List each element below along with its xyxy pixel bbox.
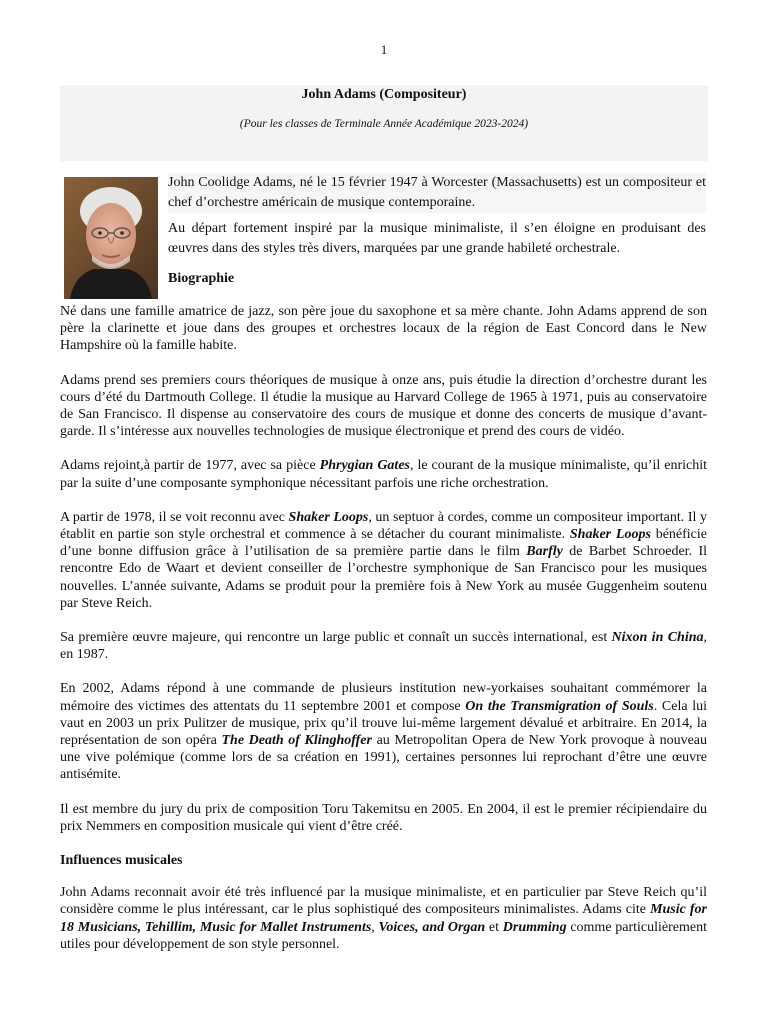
text-run: et	[485, 919, 503, 935]
body-paragraph	[60, 457, 707, 491]
body-paragraph	[60, 629, 707, 663]
text-run: au Metropolitan Opera de New York provoque à nouveau une vive polémique (comme lors de sa création en 1991), certaines personnes lui reprochant d’être une œuvre antisémite.	[60, 733, 707, 783]
body-paragraph: Adams prend ses premiers cours théoriques de musique à onze ans, puis étudie la direction d’orchestre durant les cours d’été du Dartmouth College. Il étudie la musique au Harvard College de 1965 à 1971, puis au conservatoire de San Francisco. Il dispense au conservatoire des cours de musique et donne des concerts de musique d’avant-garde. Il s’intéresse aux nouvelles technologies de musique électronique et prend des cours de vidéo.	[60, 372, 707, 440]
body-paragraph	[60, 509, 707, 612]
text-run: , un septuor à cordes, comme un compositeur important. Il y établit en partie son style orchestral et commence à se détacher du courant minimaliste.	[60, 509, 707, 543]
work-title: Drumming	[502, 919, 567, 935]
text-run: Adams rejoint,à partir de 1977, avec sa pièce	[60, 458, 320, 474]
composer-portrait-photo	[64, 177, 158, 299]
text-run: comme particulièrement utiles pour développement de son style personnel.	[60, 919, 707, 952]
text-run: ,	[415, 919, 423, 935]
work-title: Voices	[378, 919, 416, 935]
work-title: Nixon in China	[611, 630, 704, 646]
intro-section	[168, 173, 706, 265]
body-paragraph: Né dans une famille amatrice de jazz, son père joue du saxophone et sa mère chante. John Adams apprend de son père la clarinette et joue dans des groupes et orchestres locaux de la région de East Concord dans le New Hampshire où la famille habite.	[60, 304, 707, 354]
text-run: . Cela lui vaut en 2003 un prix Pulitzer de musique, prix qu’il trouve lui-même largement dévalué et arbitraire. En 2014, la représentation de son opéra	[60, 698, 708, 749]
document-title: John Adams (Compositeur)	[301, 87, 467, 102]
work-title: Shaker Loops	[288, 509, 369, 525]
body-paragraph	[60, 680, 707, 783]
work-title: and Organ	[422, 919, 486, 935]
body-paragraph: Il est membre du jury du prix de composition Toru Takemitsu en 2005. En 2004, il est le premier récipiendaire du prix Nemmers en composition musicale qui vient d’être créé.	[60, 801, 707, 834]
influences-heading: Influences musicales	[60, 853, 183, 869]
text-run: , le courant de la musique minimaliste, qu’il enrichit par la suite d’une composante symphonique nécessitant parfois une riche orchestration.	[60, 458, 707, 491]
work-title: Barfly	[526, 544, 563, 560]
text-run: Sa première œuvre majeure, qui rencontre un large public et connaît un succès international, est	[60, 630, 612, 646]
text-run: En 2002, Adams répond à une commande de plusieurs institution new-yorkaises souhaitant commémorer la mémoire des victimes des attentats du 11 septembre 2001 et compose	[60, 681, 707, 714]
work-title: Shaker Loops	[569, 527, 651, 543]
work-title: On the Transmigration of Souls	[465, 698, 654, 714]
text-run: , en 1987.	[60, 630, 707, 663]
text-run: John Adams reconnait avoir été très influencé par la musique minimaliste, et en particulier par Steve Reich qu’il considère comme le plus intéressant, car le plus sophistiqué des compositeurs minimalistes. Adams cite	[60, 885, 707, 918]
body-text	[60, 303, 707, 970]
text-run: de Barbet Schroeder. Il rencontre Edo de Waart et devient conseiller de l’orchestre symphonique de San Francisco pour les musiques nouvelles. L’année suivante, Adams se produit pour la première fois à New York au musée Guggenheim soutenu par Steve Reich.	[60, 544, 708, 611]
page-number: 1	[380, 42, 388, 57]
text-run: A partir de 1978, il se voit reconnu avec	[60, 509, 289, 525]
body-paragraph	[60, 884, 707, 953]
work-title: Music for 18 Musicians, Tehillim, Music for Mallet Instruments	[60, 902, 708, 935]
intro-paragraph: John Coolidge Adams, né le 15 février 1947 à Worcester (Massachusetts) est un compositeur et chef d’orchestre américain de musique contemporaine.	[168, 173, 706, 213]
document-subtitle: (Pour les classes de Terminale Année Académique 2023-2024)	[239, 118, 529, 130]
biography-heading: Biographie	[168, 271, 235, 286]
text-run: ,	[371, 919, 379, 935]
text-run: bénéficie d’une bonne diffusion grâce à l’utilisation de sa première partie dans le film	[60, 527, 707, 560]
intro-paragraph: Au départ fortement inspiré par la musique minimaliste, il s’en éloigne en produisant des œuvres dans des styles très divers, marquées par une grande habileté orchestrale.	[168, 221, 706, 256]
work-title: The Death of Klinghoffer	[221, 733, 372, 749]
work-title: Phrygian Gates	[319, 458, 410, 474]
